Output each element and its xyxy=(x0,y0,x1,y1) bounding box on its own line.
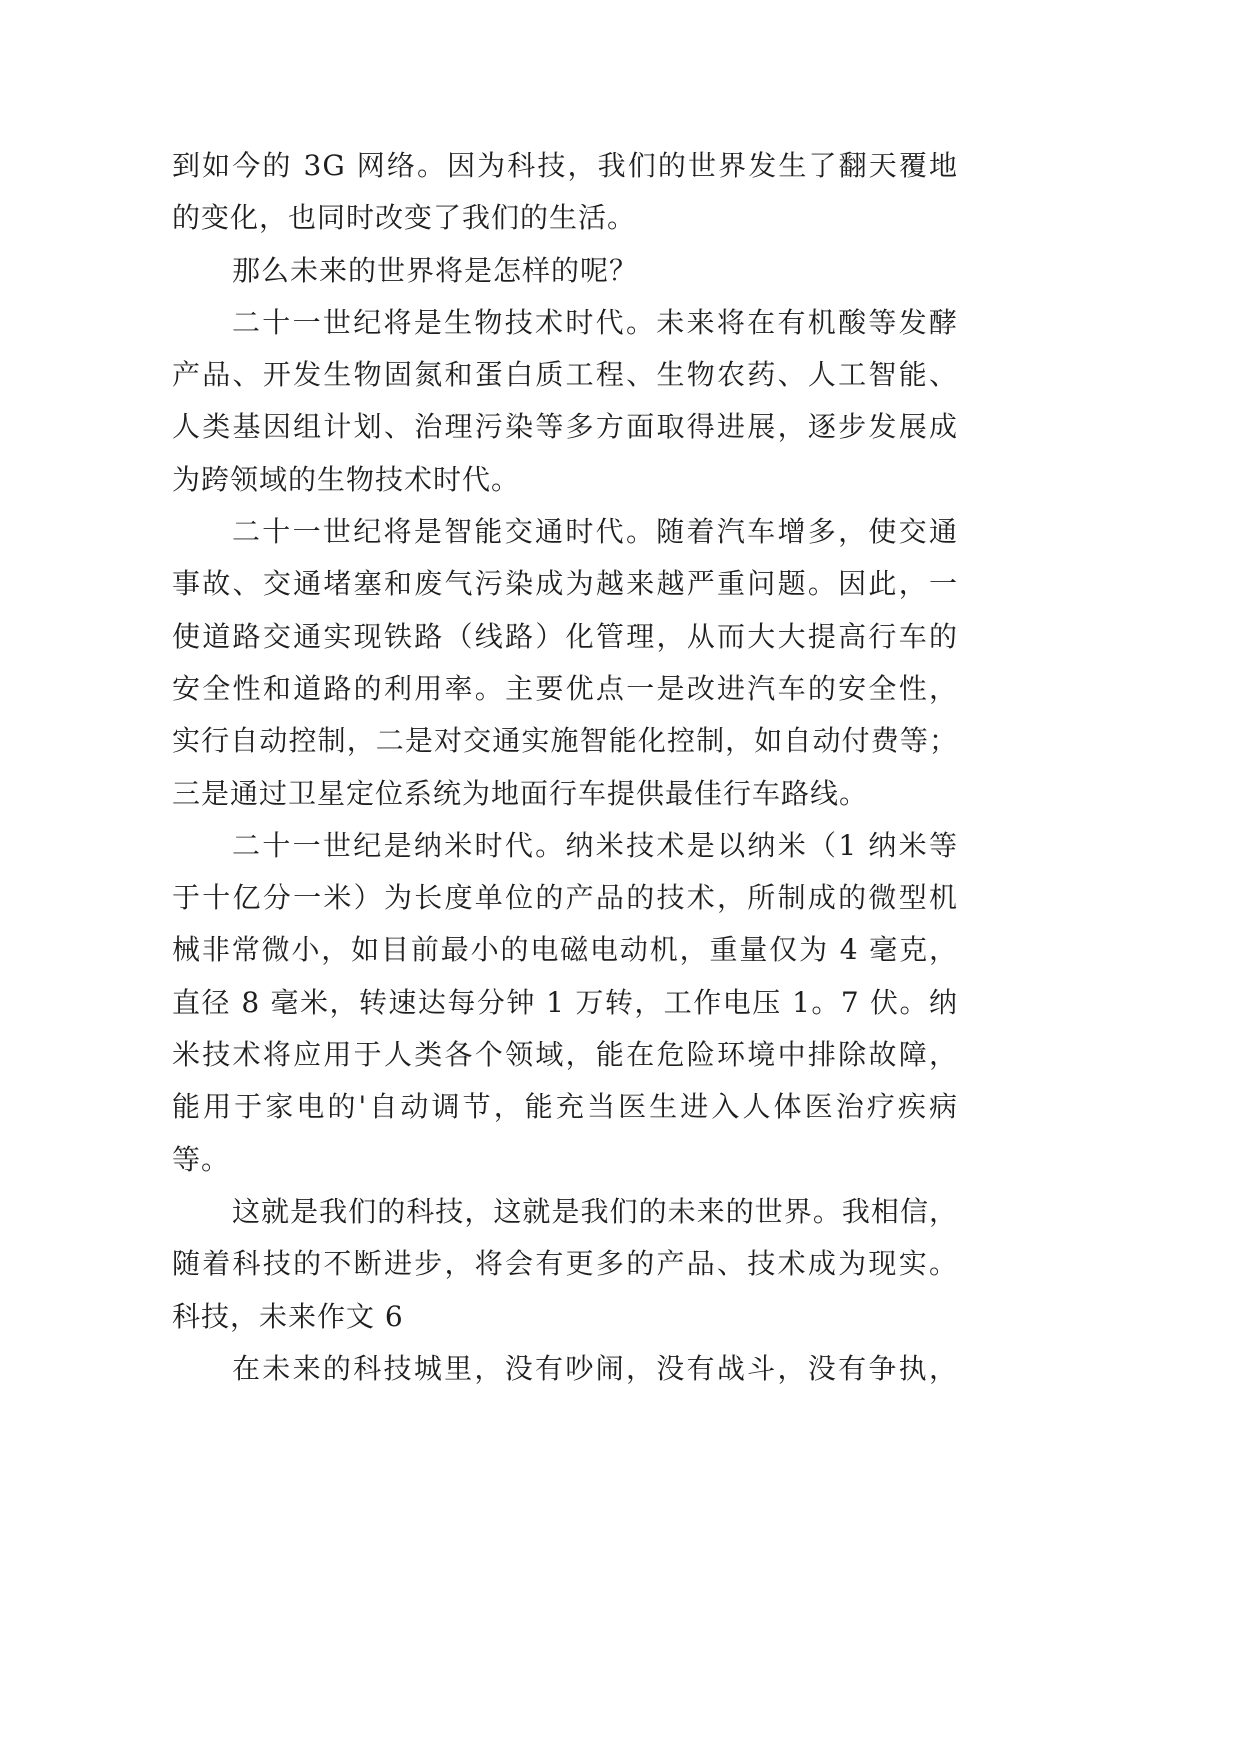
text-line: 人类基因组计划、治理污染等多方面取得进展，逐步发展成 xyxy=(172,410,958,444)
paragraph xyxy=(172,245,958,297)
text-line: 那么未来的世界将是怎样的呢？ xyxy=(232,253,639,287)
text-line: 米技术将应用于人类各个领域，能在危险环境中排除故障， xyxy=(172,1038,958,1072)
text-line: 于十亿分一米）为长度单位的产品的技术，所制成的微型机 xyxy=(172,881,958,915)
text-line: 安全性和道路的利用率。主要优点一是改进汽车的安全性， xyxy=(172,671,958,705)
paragraph xyxy=(172,1186,958,1291)
text-line: 二十一世纪是纳米时代。纳米技术是以纳米（1 纳米等 xyxy=(232,828,958,862)
text-line: 这就是我们的科技，这就是我们的未来的世界。我相信， xyxy=(232,1194,958,1228)
text-line: 随着科技的不断进步，将会有更多的产品、技术成为现实。 xyxy=(172,1247,958,1281)
text-line: 能用于家电的'自动调节，能充当医生进入人体医治疗疾病 xyxy=(172,1090,958,1124)
essay-title xyxy=(172,1291,958,1343)
text-line: 到如今的 3G 网络。因为科技，我们的世界发生了翻天覆地 xyxy=(172,149,958,182)
text-line: 事故、交通堵塞和废气污染成为越来越严重问题。因此，一 xyxy=(172,567,958,601)
text-line: 为跨领域的生物技术时代。 xyxy=(172,462,521,496)
text-line: 二十一世纪将是智能交通时代。随着汽车增多，使交通 xyxy=(232,515,958,549)
text-line: 使道路交通实现铁路（线路）化管理，从而大大提高行车的 xyxy=(172,619,958,653)
text-line: 械非常微小，如目前最小的电磁电动机，重量仅为 4 毫克， xyxy=(172,933,958,967)
text-line: 实行自动控制，二是对交通实施智能化控制，如自动付费等； xyxy=(172,724,958,758)
text-line: 在未来的科技城里，没有吵闹，没有战斗，没有争执， xyxy=(232,1351,958,1385)
paragraph xyxy=(172,140,958,245)
text-line: 的变化，也同时改变了我们的生活。 xyxy=(172,201,637,235)
text-line: 直径 8 毫米，转速达每分钟 1 万转，工作电压 1。7 伏。纳 xyxy=(172,985,958,1019)
text-line: 等。 xyxy=(172,1142,231,1176)
paragraph xyxy=(172,506,958,820)
text-line: 二十一世纪将是生物技术时代。未来将在有机酸等发酵 xyxy=(232,305,958,339)
text-line: 三是通过卫星定位系统为地面行车提供最佳行车路线。 xyxy=(172,776,869,810)
body-text xyxy=(172,140,958,1395)
paragraph xyxy=(172,820,958,1186)
text-line: 产品、开发生物固氮和蛋白质工程、生物农药、人工智能、 xyxy=(172,358,958,392)
paragraph xyxy=(172,1343,958,1395)
paragraph xyxy=(172,297,958,506)
text-line: 科技，未来作文 6 xyxy=(172,1299,404,1333)
